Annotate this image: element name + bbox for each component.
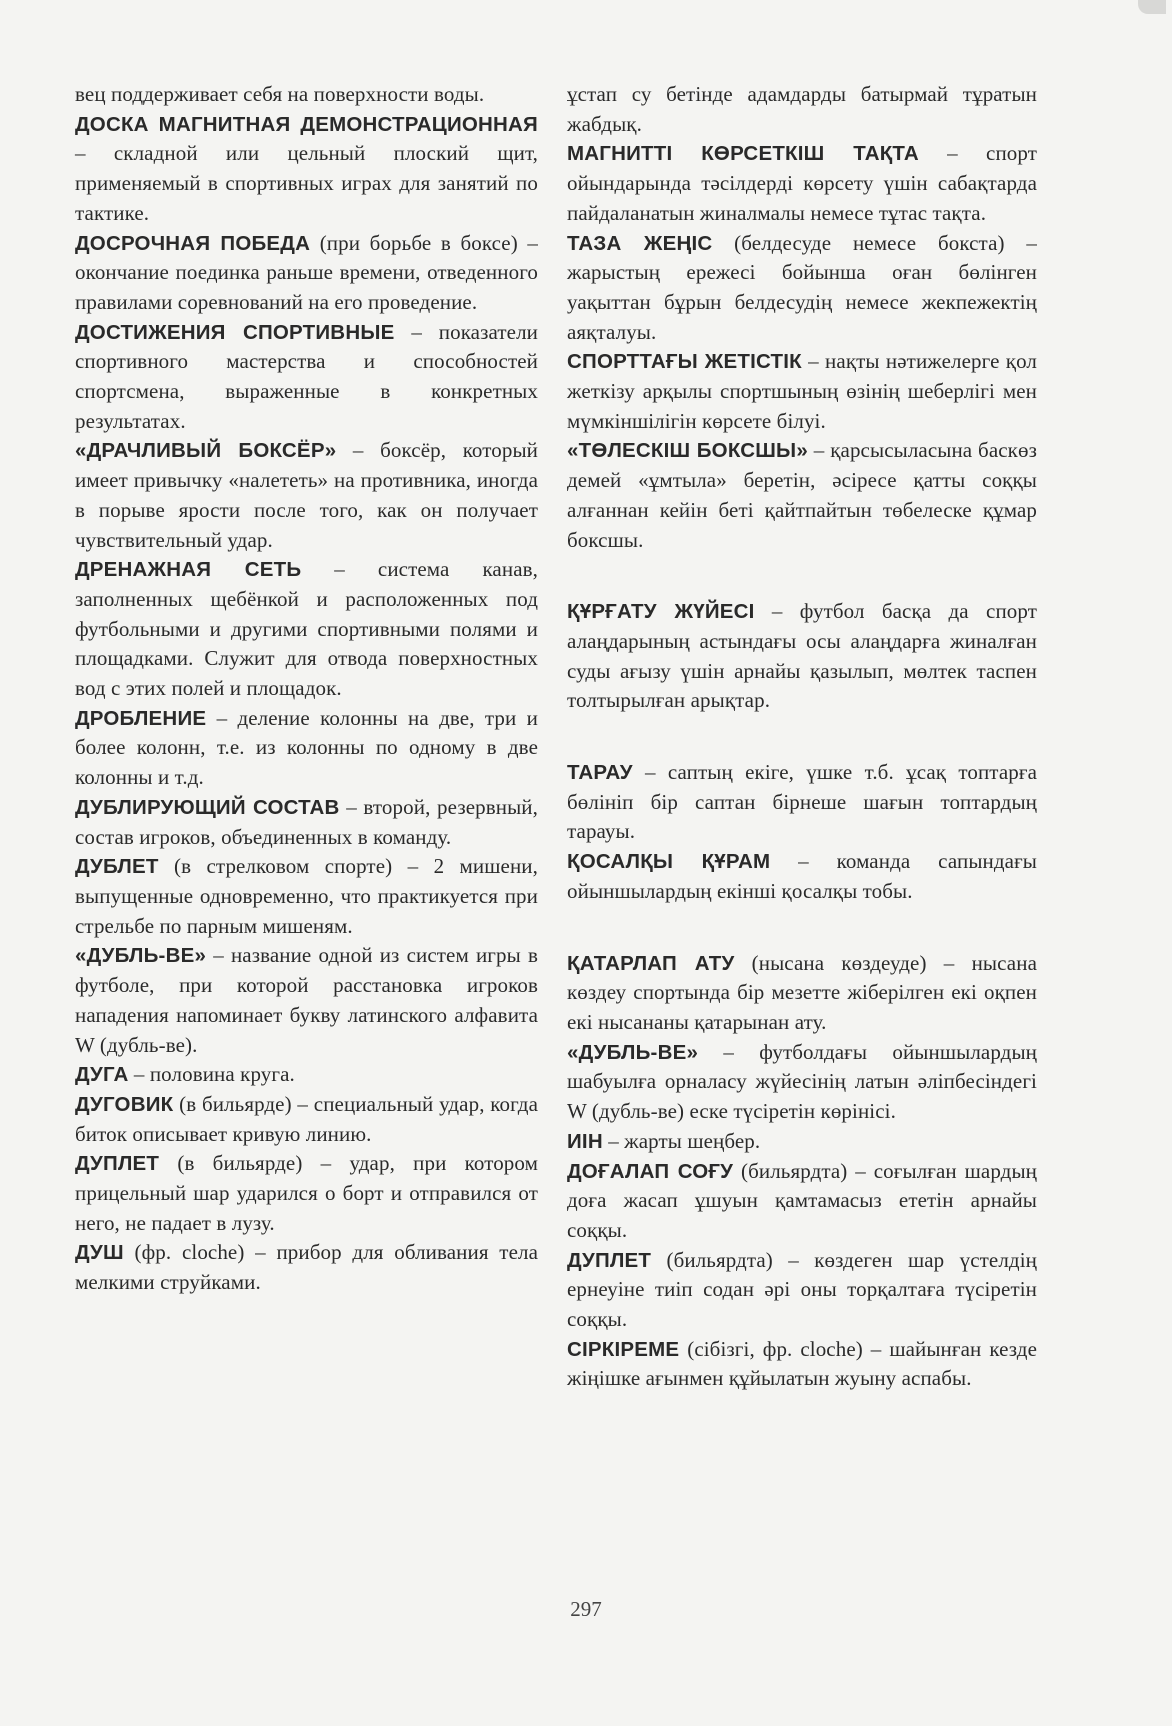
entry-headword: ДУБЛИРУЮЩИЙ СОСТАВ (75, 795, 340, 819)
kk-entry (567, 80, 1037, 139)
ru-entry (75, 704, 538, 793)
kk-entry (567, 1335, 1037, 1394)
ru-entry (75, 793, 538, 852)
entry-definition: (фр. cloche) – прибор для обливания тела мелкими струйками. (75, 1240, 538, 1295)
entry-headword: «ДРАЧЛИВЫЙ БОКСЁР» (75, 439, 337, 463)
entry-definition: – нақты нәтижелерге қол жеткізу арқылы спортшының өзінің шеберлігі мен мүмкіншілігін көрсете білуі. (567, 349, 1038, 433)
entry-headword: СІРКІРЕМЕ (567, 1337, 680, 1361)
ru-entry (75, 1090, 538, 1149)
entry-headword: ДОСКА МАГНИТНАЯ ДЕМОНСТРАЦИОННАЯ (75, 112, 538, 136)
entry-definition: вец поддерживает себя на поверхности воды. (75, 82, 485, 106)
kk-entry (567, 847, 1037, 906)
kk-entry (567, 949, 1037, 1038)
kk-entry (567, 229, 1037, 348)
entry-definition: – футбол басқа да спорт алаңдарының астындағы осы алаңдарға жиналған суды ағызу үшін арнайы қазылып, мөлтек таспен толтырылған арықтар. (567, 599, 1037, 713)
entry-definition: (в бильярде) – специальный удар, когда биток описывает кривую линию. (75, 1091, 538, 1146)
ru-entry (75, 941, 538, 1060)
page-corner-mark (1138, 0, 1166, 14)
entry-headword: ДОСРОЧНАЯ ПОБЕДА (75, 231, 311, 255)
ru-entry (75, 555, 538, 704)
entry-definition: (при борьбе в боксе) – окончание поединка раньше времени, отведенного правилами соревнований на его проведение. (75, 230, 538, 314)
ru-entry (75, 1060, 538, 1090)
entry-headword: ДРОБЛЕНИЕ (75, 706, 207, 730)
entry-definition: (бильярдта) – көздеген шар үстелдің ернеуіне тиіп содан әрі оны торқалтаға түсіретін соққы. (567, 1247, 1037, 1332)
entry-headword: ДУШ (75, 1241, 124, 1265)
entry-definition: – складной или цельный плоский щит, применяемый в спортивных играх для занятий по тактике. (75, 141, 538, 225)
entry-definition: – команда сапындағы ойыншылардың екінші қосалқы тобы. (567, 849, 1037, 903)
entry-headword: ДУПЛЕТ (567, 1248, 652, 1272)
entry-headword: ҚОСАЛҚЫ ҚҰРАМ (567, 850, 771, 874)
kk-entry (567, 139, 1037, 228)
entry-headword: МАГНИТТІ КӨРСЕТКІШ ТАҚТА (567, 142, 919, 166)
entry-spacer (567, 907, 1037, 949)
entry-definition: – саптың екіге, үшке т.б. ұсақ топтарға бөлініп бір саптан бірнеше шағын топтардың тарауы. (567, 760, 1037, 844)
entry-spacer (567, 555, 1037, 597)
entry-definition: (бильярдта) – соғылған шардың доға жасап ұшуын қамтамасыз ететін арнайы соққы. (567, 1158, 1037, 1242)
entry-definition: (белдесуде немесе бокста) – жарыстың ережесі бойынша оған бөлінген уақыттан бұрын белдесудің немесе жекпежектің аяқталуы. (567, 230, 1038, 344)
entry-definition: (нысана көздеуде) – нысана көздеу спортында бір мезетте жіберілген екі оқпен екі нысананы қатарынан ату. (567, 950, 1037, 1034)
entry-definition: – показатели спортивного мастерства и способностей спортсмена, выраженные в конкретных результатах. (75, 319, 538, 433)
ru-entry (75, 110, 538, 229)
entry-definition: – деление колонны на две, три и более колонн, т.е. из колонны по одному в две колонны и т.д. (75, 705, 538, 790)
entry-headword: ҚАТАРЛАП АТУ (567, 951, 735, 975)
entry-definition: – система канав, заполненных щебёнкой и расположенных под футбольными и другими спортивными полями и площадками. Служит для отвода поверхностных вод с этих полей и площадок. (75, 557, 538, 701)
entry-definition: – жарты шеңбер. (602, 1128, 761, 1153)
entry-headword: ҚҰРҒАТУ ЖҮЙЕСІ (567, 600, 755, 624)
kk-entry (567, 1038, 1037, 1127)
kk-entry (567, 597, 1037, 716)
entry-headword: ДОСТИЖЕНИЯ СПОРТИВНЫЕ (75, 320, 395, 344)
entry-headword: ДУБЛЕТ (75, 855, 159, 879)
ru-entry (75, 1149, 538, 1238)
entry-definition: (в стрелковом спорте) – 2 мишени, выпущенные одновременно, что практикуется при стрельбе по парным мишеням. (75, 854, 538, 938)
entry-headword: ДУГОВИК (75, 1092, 174, 1116)
russian-column (75, 80, 538, 1298)
entry-definition: – название одной из систем игры в футболе, при которой расстановка игроков нападения напоминает букву латинского алфавита W (дубль-ве). (75, 943, 538, 1057)
entry-headword: ТАРАУ (567, 761, 633, 785)
entry-definition: – футболдағы ойыншылардың шабуылға орналасу жүйесінің латын әліпбесіндегі W (дубль-ве) еске түсіретін көрінісі. (567, 1039, 1037, 1124)
entry-headword: ДОҒАЛАП СОҒУ (567, 1159, 734, 1183)
entry-definition: – половина круга. (128, 1062, 295, 1087)
entry-headword: «ТӨЛЕСКІШ БОКСШЫ» (567, 439, 808, 463)
ru-entry (75, 318, 538, 437)
page-number: 297 (570, 1597, 602, 1621)
entry-headword: ДУПЛЕТ (75, 1152, 160, 1176)
ru-entry (75, 852, 538, 941)
ru-entry (75, 80, 538, 110)
entry-headword: СПОРТТАҒЫ ЖЕТІСТІК (567, 350, 802, 374)
kk-entry (567, 1157, 1037, 1246)
entry-definition: (сібізгі, фр. cloche) – шайынған кезде жіңішке ағынмен құйылатын жуыну аспабы. (567, 1336, 1037, 1391)
entry-definition: – қарсысыласына баскөз демей «ұмтыла» беретін, әсіресе қатты соққы алғаннан кейін беті қайтпайтын төбелеске құмар боксшы. (567, 438, 1037, 552)
ru-entry (75, 436, 538, 555)
entry-definition: (в бильярде) – удар, при котором прицельный шар ударился о борт и отправился от него, не падает в лузу. (75, 1151, 538, 1235)
kk-entry (567, 347, 1037, 436)
entry-definition: – боксёр, который имеет привычку «налететь» на противника, иногда в порыве ярости после того, как он получает чувствительный удар. (75, 438, 539, 552)
kk-entry (567, 1246, 1037, 1335)
kk-entry (567, 758, 1037, 847)
kk-entry (567, 436, 1037, 555)
entry-headword: «ДУБЛЬ-ВЕ» (75, 944, 207, 968)
kk-entry (567, 1127, 1037, 1157)
entry-headword: ТАЗА ЖЕҢІС (567, 231, 713, 255)
entry-headword: ДУГА (75, 1063, 129, 1087)
entry-spacer (567, 716, 1037, 758)
entry-headword: ИІН (567, 1129, 603, 1153)
ru-entry (75, 1238, 538, 1297)
ru-entry (75, 229, 538, 318)
entry-headword: ДРЕНАЖНАЯ СЕТЬ (75, 558, 302, 582)
entry-headword: «ДУБЛЬ-ВЕ» (567, 1040, 699, 1064)
kazakh-column (567, 80, 1037, 1394)
entry-definition: – спорт ойындарында тәсілдерді көрсету үшін сабақтарда пайдаланатын жиналмалы немесе тұтас тақта. (567, 141, 1037, 225)
entry-definition: – второй, резервный, состав игроков, объединенных в команду. (75, 794, 538, 849)
entry-definition: ұстап су бетінде адамдарды батырмай тұратын жабдық. (567, 82, 1037, 136)
